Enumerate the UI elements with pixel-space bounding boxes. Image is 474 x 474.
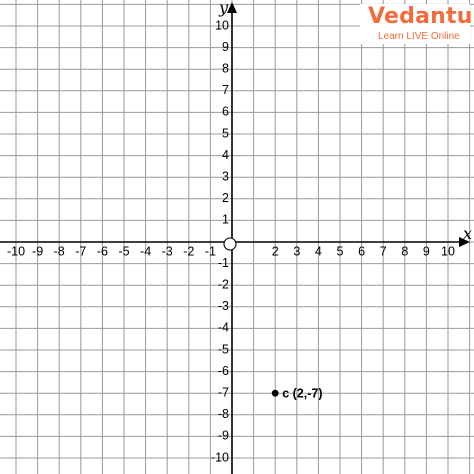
y-tick-label: 9 [222,39,229,54]
logo-wordmark: Vedantu [368,4,473,29]
y-tick-label: -5 [217,342,229,357]
x-tick-label: -7 [75,244,87,259]
x-tick-label: 10 [441,244,455,259]
x-tick-label: -2 [183,244,195,259]
x-tick-label: 7 [379,244,387,259]
y-axis-arrow [227,2,237,13]
y-tick-label: 1 [222,212,229,227]
x-tick-label: -5 [118,244,130,259]
origin-marker [224,238,236,250]
x-tick-label: -6 [96,244,108,259]
y-tick-label: 2 [222,191,229,206]
x-tick-label: -1 [204,244,216,259]
y-tick-label: -6 [217,363,229,378]
y-tick-label: -9 [217,428,229,443]
x-axis-label: x [463,224,473,243]
x-tick-label: 4 [314,244,322,259]
y-tick-label: -10 [210,450,229,465]
y-tick-label: -1 [217,255,229,270]
y-tick-label: -7 [217,385,229,400]
data-point [272,390,279,397]
y-tick-label: 4 [222,147,229,162]
y-axis-label: y [219,0,229,17]
y-tick-label: 10 [215,18,229,33]
x-tick-label: 8 [401,244,409,259]
y-tick-label: -4 [217,320,229,335]
y-tick-label: 8 [222,61,229,76]
vedantu-logo [360,4,473,44]
y-tick-label: 7 [222,83,229,98]
x-tick-label: -3 [161,244,173,259]
y-tick-label: 5 [222,126,229,141]
x-tick-label: -8 [53,244,65,259]
x-tick-label: 2 [271,244,279,259]
y-tick-label: -2 [217,277,229,292]
logo-tagline: Learn LIVE Online [378,31,460,42]
y-tick-label: 3 [222,169,229,184]
x-tick-label: -9 [32,244,44,259]
data-point-label: c (2,-7) [282,386,323,401]
x-tick-label: -10 [6,244,26,259]
y-tick-label: 6 [222,104,229,119]
x-tick-label: 5 [336,244,344,259]
y-tick-label: -8 [217,407,229,422]
y-tick-label: -3 [217,299,229,314]
x-tick-label: 9 [422,244,430,259]
x-tick-label: -4 [140,244,152,259]
x-tick-label: 3 [293,244,301,259]
x-tick-label: 6 [358,244,366,259]
